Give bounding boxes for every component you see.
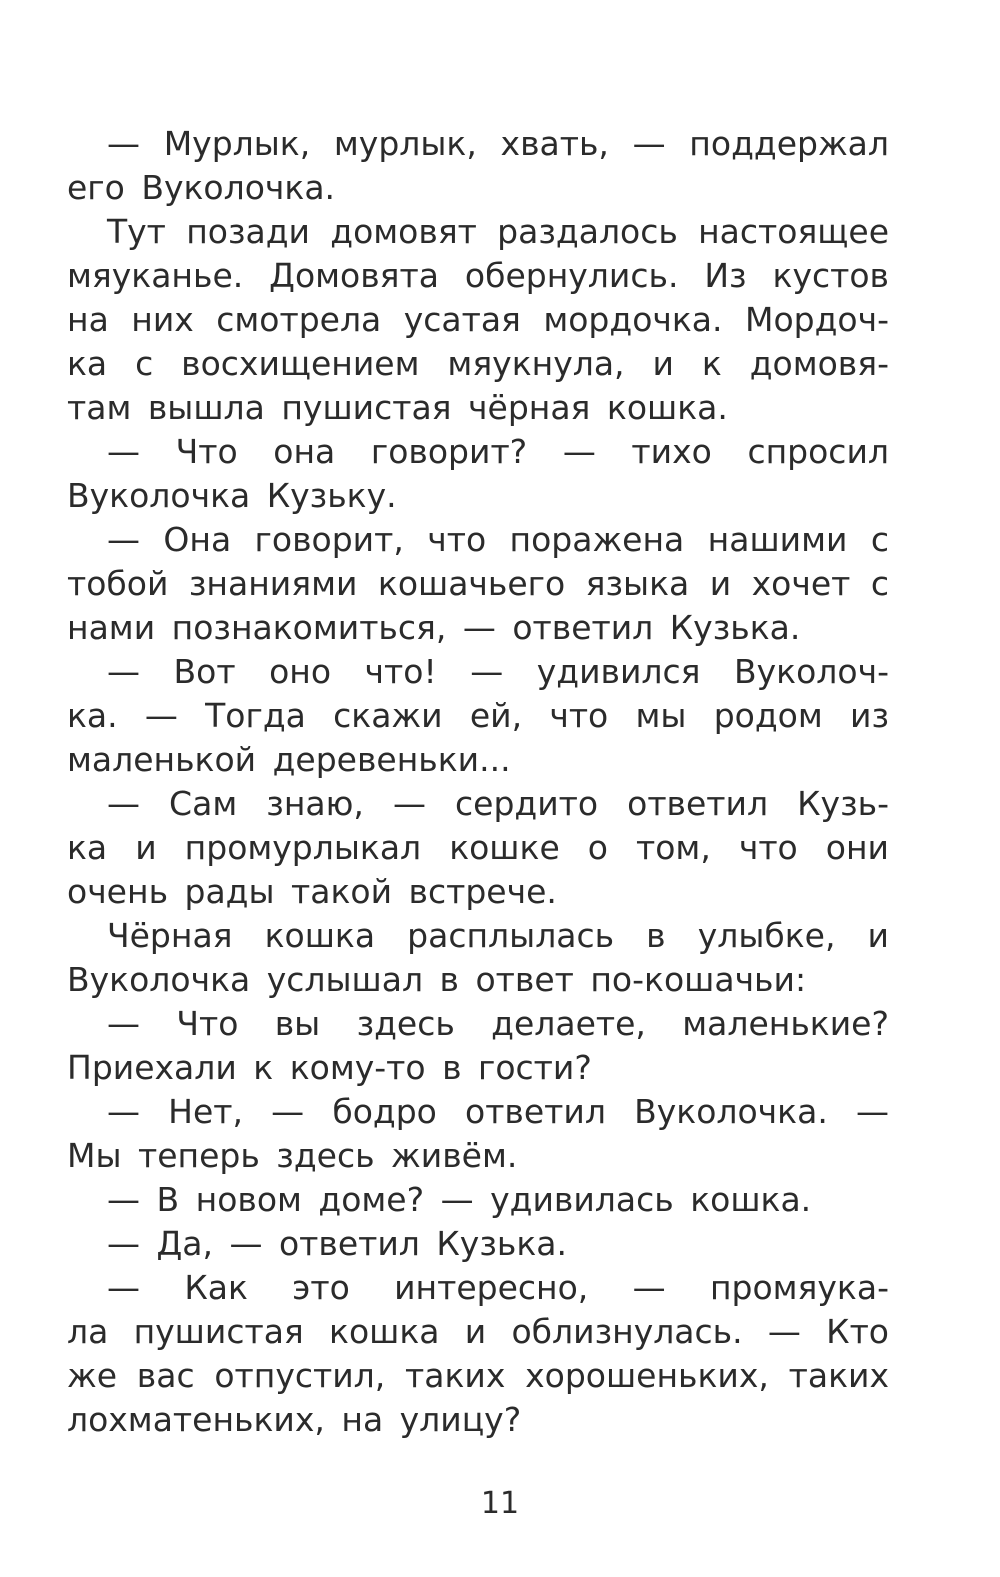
body-text bbox=[67, 122, 889, 1442]
text-line: Приехали к кому-то в гости? bbox=[67, 1048, 592, 1087]
text-line: нами познакомиться, — ответил Кузька. bbox=[67, 608, 801, 647]
text-line: ка и промурлыкал кошке о том, что они bbox=[67, 828, 889, 867]
text-line: — В новом доме? — удивилась кошка. bbox=[107, 1180, 812, 1219]
text-line: — Что она говорит? — тихо спросил bbox=[107, 432, 889, 471]
text-line: мяуканье. Домовята обернулись. Из кустов bbox=[67, 256, 889, 295]
text-line: Вуколочка услышал в ответ по-кошачьи: bbox=[67, 960, 807, 999]
text-line: ка. — Тогда скажи ей, что мы родом из bbox=[67, 696, 889, 735]
text-line: очень рады такой встрече. bbox=[67, 872, 557, 911]
text-line: — Как это интересно, — промяука- bbox=[107, 1268, 889, 1307]
text-line: — Что вы здесь делаете, маленькие? bbox=[107, 1004, 889, 1043]
text-line: тобой знаниями кошачьего языка и хочет с bbox=[67, 564, 889, 603]
text-line: ла пушистая кошка и облизнулась. — Кто bbox=[67, 1312, 889, 1351]
text-line: его Вуколочка. bbox=[67, 168, 336, 207]
text-line: Мы теперь здесь живём. bbox=[67, 1136, 518, 1175]
page-number: 11 bbox=[480, 1486, 520, 1521]
text-line: Вуколочка Кузьку. bbox=[67, 476, 397, 515]
text-line: маленькой деревеньки... bbox=[67, 740, 511, 779]
text-line: — Мурлык, мурлык, хвать, — поддержал bbox=[107, 124, 889, 163]
text-line: — Нет, — бодро ответил Вуколочка. — bbox=[107, 1092, 889, 1131]
text-line: же вас отпустил, таких хорошеньких, таких bbox=[67, 1356, 889, 1395]
text-line: Чёрная кошка расплылась в улыбке, и bbox=[107, 916, 889, 955]
text-line: ка с восхищением мяукнула, и к домовя- bbox=[67, 344, 889, 383]
text-line: — Она говорит, что поражена нашими с bbox=[107, 520, 889, 559]
text-line: — Вот оно что! — удивился Вуколоч- bbox=[107, 652, 889, 691]
text-line: там вышла пушистая чёрная кошка. bbox=[67, 388, 728, 427]
text-line: на них смотрела усатая мордочка. Мордоч- bbox=[67, 300, 889, 339]
text-line: — Сам знаю, — сердито ответил Кузь- bbox=[107, 784, 889, 823]
text-line: — Да, — ответил Кузька. bbox=[107, 1224, 567, 1263]
text-line: Тут позади домовят раздалось настоящее bbox=[107, 212, 889, 251]
text-line: лохматеньких, на улицу? bbox=[67, 1400, 522, 1439]
